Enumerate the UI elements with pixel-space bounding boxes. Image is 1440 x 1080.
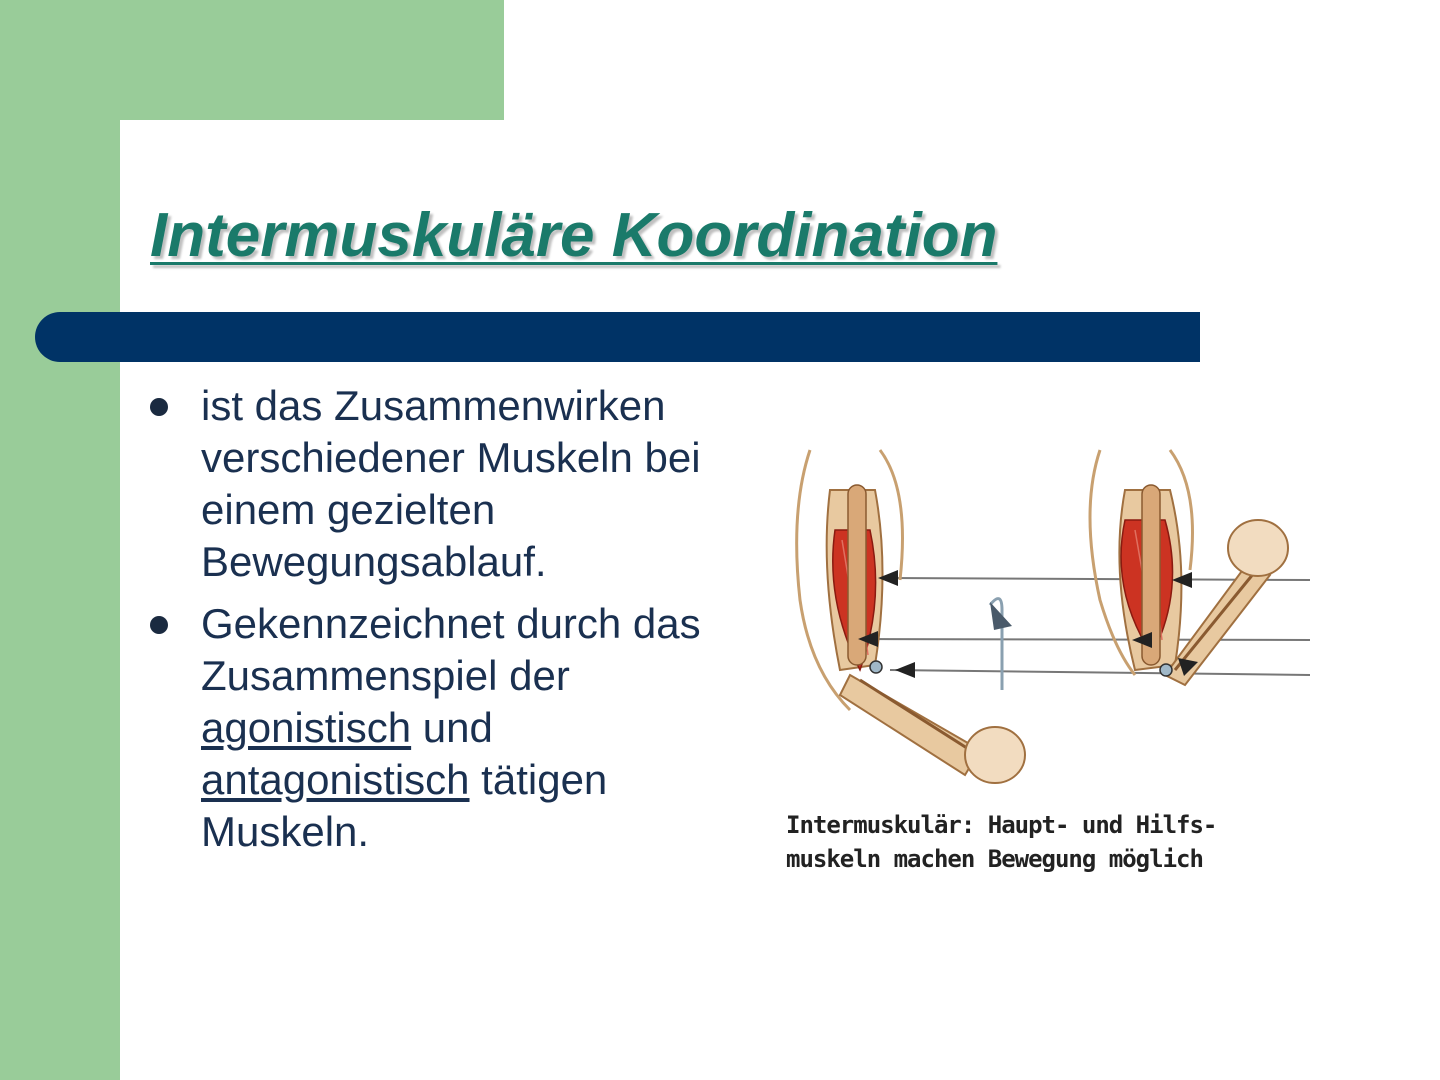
figure-caption xyxy=(786,808,1316,876)
caption-line-1: Intermuskulär: Haupt- und Hilfs- xyxy=(786,811,1217,839)
bullet-item xyxy=(150,380,750,588)
left-accent-band xyxy=(0,0,120,1080)
slide-title: Intermuskuläre Koordination xyxy=(150,201,998,270)
bullet-text-part: tätigen Muskeln. xyxy=(201,756,608,855)
top-accent-band xyxy=(0,0,504,120)
bullet-dot-icon xyxy=(150,398,168,416)
caption-line-2: muskeln machen Bewegung möglich xyxy=(786,845,1203,873)
arm-muscle-illustration xyxy=(780,430,1320,810)
bullet-list xyxy=(150,380,750,868)
antagonistisch-link[interactable]: antagonistisch xyxy=(201,756,470,803)
bullet-text-part: Gekennzeichnet durch das Zusammenspiel der xyxy=(201,600,701,699)
bullet-text: ist das Zusammenwirken verschiedener Muskeln bei einem gezielten Bewegungsablauf. xyxy=(201,382,701,585)
muscle-figure xyxy=(780,430,1320,890)
bullet-dot-icon xyxy=(150,616,168,634)
agonistisch-link[interactable]: agonistisch xyxy=(201,704,412,751)
bullet-item xyxy=(150,598,750,858)
title-divider-bar xyxy=(35,312,1200,362)
bullet-text-part: und xyxy=(411,704,493,751)
